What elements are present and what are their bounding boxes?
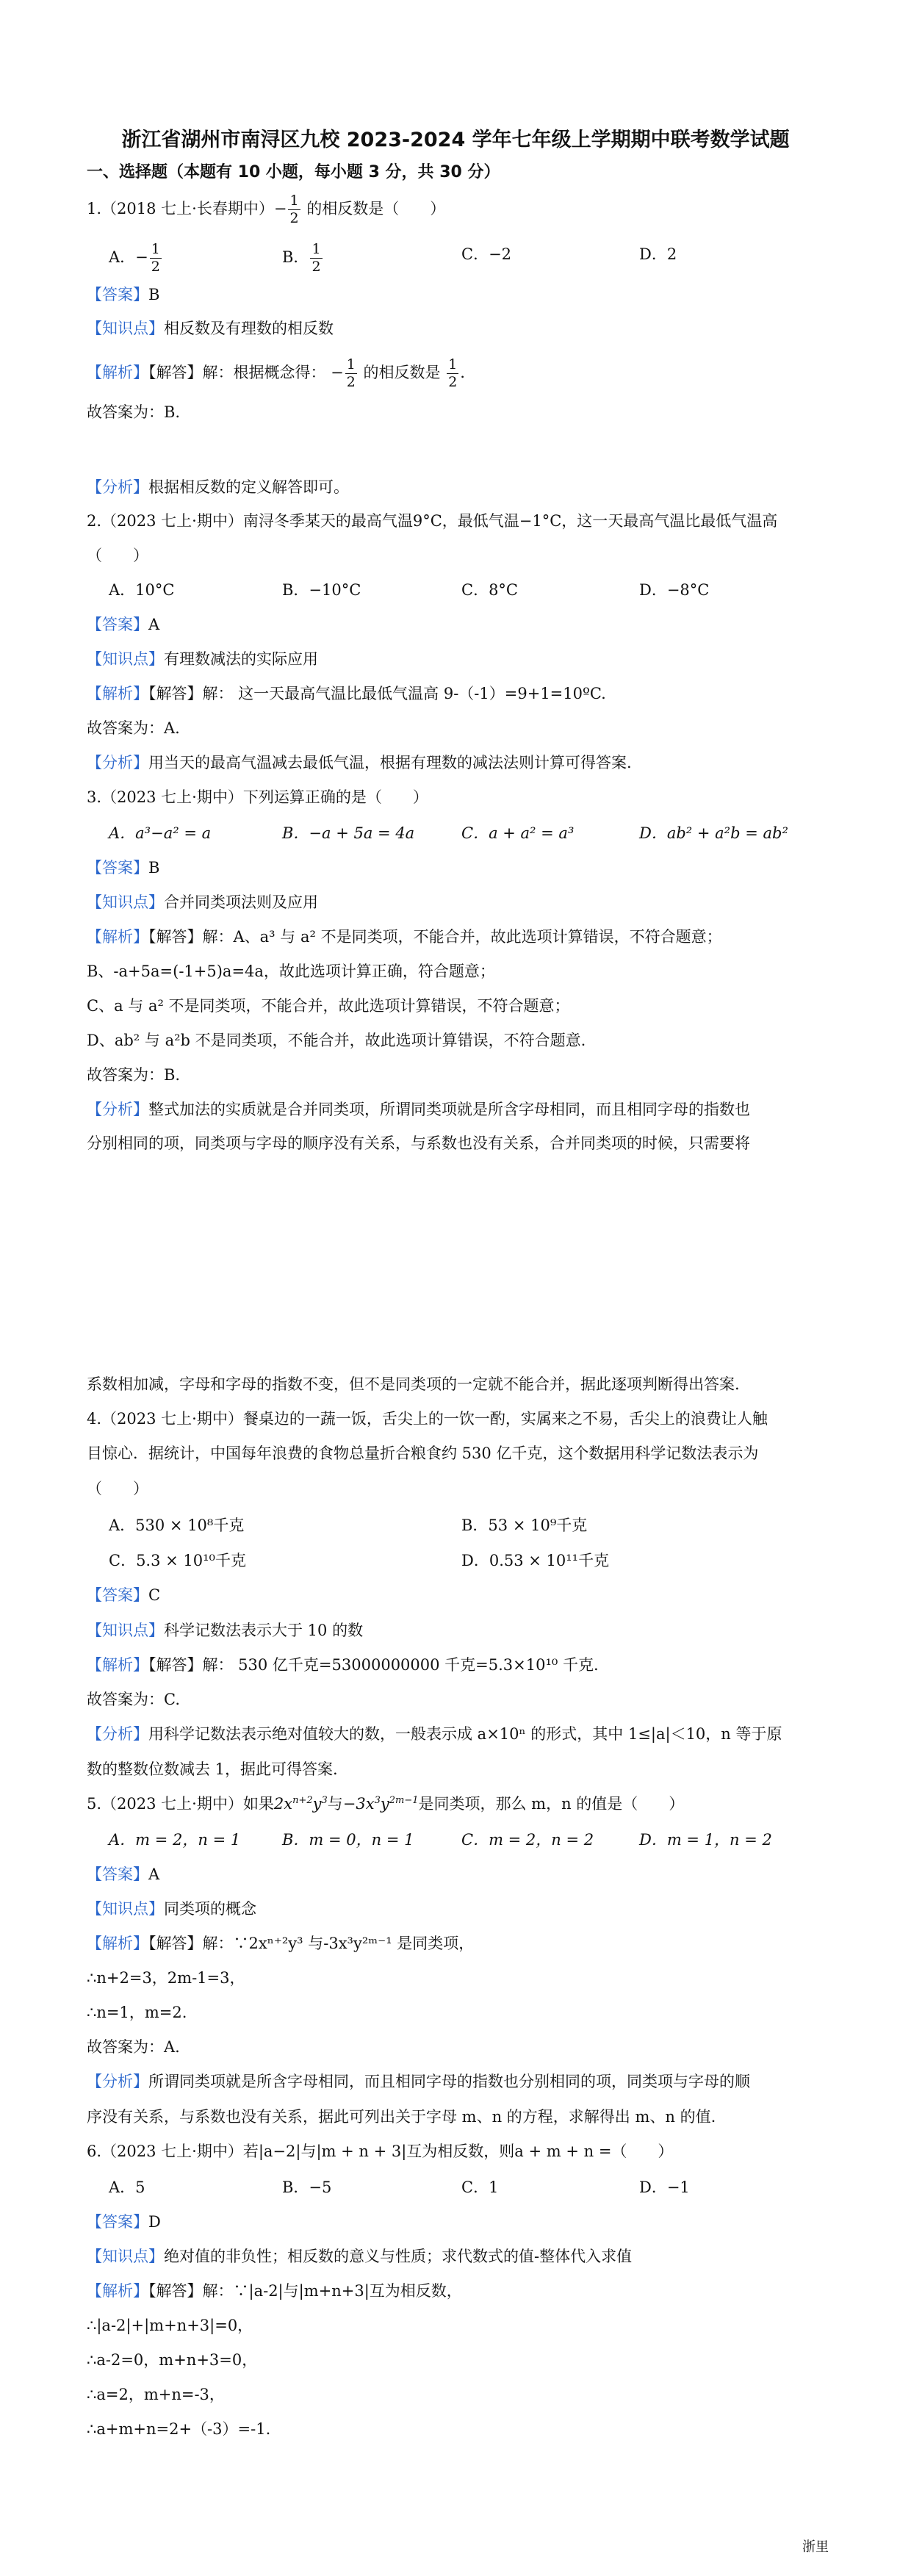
q5-step-1: ∴n+2=3，2m-1=3， bbox=[87, 1969, 245, 1987]
question-4-stem-2: 目惊心．据统计，中国每年浪费的食物总量折合粮食约 530 亿千克，这个数据用科学记数法表示为 bbox=[87, 1444, 759, 1462]
question-5-stem: 5.（2023 七上·期中）如果$2x^{n+2}y^3$与$-3x^3y^{2m-1}$是同类项，那么 m，n 的值是（ ） bbox=[87, 1795, 685, 1813]
question-4-stem-3: （ ） bbox=[87, 1480, 148, 1497]
q6-step-4: ∴a+m+n=2+（-3）=-1. bbox=[87, 2420, 271, 2438]
q4-answer: 【答案】C bbox=[87, 1586, 161, 1604]
question-3-stem: 3.（2023 七上·期中）下列运算正确的是（ ） bbox=[87, 788, 428, 806]
q5-step-2: ∴n=1，m=2. bbox=[87, 2004, 187, 2021]
q5-review-1: 【分析】所谓同类项就是所含字母相同，而且相同字母的指数也分别相同的项，同类项与字母的顺 bbox=[87, 2073, 750, 2090]
q2-conclusion: 故答案为：A. bbox=[87, 719, 180, 737]
q2-knowledge-point: 【知识点】有理数减法的实际应用 bbox=[87, 650, 318, 668]
q5-knowledge-point: 【知识点】同类项的概念 bbox=[87, 1900, 256, 1918]
q2-option-a: A．10°C bbox=[109, 581, 175, 599]
q1-conclusion: 故答案为：B. bbox=[87, 403, 181, 421]
q1-option-d: D．2 bbox=[639, 245, 677, 263]
q4-analysis: 【解析】【解答】解： 530 亿千克=53000000000 千克=5.3×10¹⁰ 千克. bbox=[87, 1656, 599, 1674]
q4-option-a: A．530 × 10⁸千克 bbox=[109, 1517, 245, 1534]
q6-step-1: ∴|a-2|+|m+n+3|=0， bbox=[87, 2317, 253, 2334]
q3-analysis-4: D、ab² 与 a²b 不是同类项，不能合并，故此选项计算错误，不符合题意. bbox=[87, 1032, 586, 1049]
q5-option-a: A．m = 2，n = 1 bbox=[109, 1831, 241, 1849]
q3-analysis-1: 【解析】【解答】解：A、a³ 与 a² 不是同类项，不能合并，故此选项计算错误，不符合题意； bbox=[87, 928, 722, 946]
section-heading: 一、选择题（本题有 10 小题，每小题 3 分，共 30 分） bbox=[87, 163, 500, 181]
q6-knowledge-point: 【知识点】绝对值的非负性；相反数的意义与性质；求代数式的值-整体代入求值 bbox=[87, 2248, 633, 2265]
q2-review: 【分析】用当天的最高气温减去最低气温，根据有理数的减法法则计算可得答案. bbox=[87, 754, 632, 771]
q4-conclusion: 故答案为：C. bbox=[87, 1691, 180, 1708]
q2-option-b: B．−10°C bbox=[282, 581, 361, 599]
q6-answer: 【答案】D bbox=[87, 2213, 161, 2231]
q4-review-2: 数的整数位数减去 1，据此可得答案. bbox=[87, 1760, 338, 1778]
q5-conclusion: 故答案为：A. bbox=[87, 2038, 180, 2056]
q6-option-a: A．5 bbox=[109, 2179, 145, 2196]
q3-analysis-3: C、a 与 a² 不是同类项，不能合并，故此选项计算错误，不符合题意； bbox=[87, 997, 570, 1015]
question-2-stem-cont: （ ） bbox=[87, 547, 148, 564]
q5-review-2: 序没有关系，与系数也没有关系，据此可列出关于字母 m、n 的方程，求解得出 m、n 的值. bbox=[87, 2108, 716, 2126]
q6-option-d: D．−1 bbox=[639, 2179, 690, 2196]
q6-analysis: 【解析】【解答】解：∵|a-2|与|m+n+3|互为相反数， bbox=[87, 2282, 462, 2300]
q4-option-d: D．0.53 × 10¹¹千克 bbox=[461, 1552, 610, 1569]
q1-answer: 【答案】B bbox=[87, 286, 160, 303]
q1-option-c: C．−2 bbox=[461, 245, 512, 263]
question-6-stem: 6.（2023 七上·期中）若|a−2|与|m + n + 3|互为相反数，则a + m + n =（ ） bbox=[87, 2143, 674, 2160]
q4-review-1: 【分析】用科学记数法表示绝对值较大的数，一般表示成 a×10ⁿ 的形式，其中 1≤|a|＜10，n 等于原 bbox=[87, 1725, 782, 1743]
q1-knowledge-point: 【知识点】相反数及有理数的相反数 bbox=[87, 320, 334, 337]
q3-knowledge-point: 【知识点】合并同类项法则及应用 bbox=[87, 893, 318, 911]
q5-answer: 【答案】A bbox=[87, 1866, 160, 1883]
q1-analysis: 【解析】【解答】解：根据概念得： − $\frac{1}{2}$ 的相反数是 $\frac{1}{2}$ ． bbox=[87, 356, 476, 390]
q3-analysis-2: B、-a+5a=(-1+5)a=4a，故此选项计算正确，符合题意； bbox=[87, 963, 495, 980]
question-1-stem: 1.（2018 七上·长春期中）− $\frac{1}{2}$ 的相反数是（ ） bbox=[87, 193, 446, 226]
q3-review-2: 分别相同的项，同类项与字母的顺序没有关系，与系数也没有关系，合并同类项的时候，只需要将 bbox=[87, 1134, 750, 1152]
page-title: 浙江省湖州市南浔区九校 2023-2024 学年七年级上学期期中联考数学试题 bbox=[121, 129, 790, 151]
q2-answer: 【答案】A bbox=[87, 616, 160, 633]
q5-option-c: C．m = 2，n = 2 bbox=[461, 1831, 594, 1849]
q3-answer: 【答案】B bbox=[87, 859, 160, 877]
q4-option-b: B．53 × 10⁹千克 bbox=[461, 1517, 588, 1534]
q6-option-c: C．1 bbox=[461, 2179, 499, 2196]
q3-option-c: C．a + a² = a³ bbox=[461, 824, 575, 842]
q3-review-3: 系数相加减，字母和字母的指数不变，但不是同类项的一定就不能合并，据此逐项判断得出答案. bbox=[87, 1375, 740, 1393]
question-4-stem-1: 4.（2023 七上·期中）餐桌边的一蔬一饭，舌尖上的一饮一酌，实属来之不易，舌尖上的浪费让人触 bbox=[87, 1410, 768, 1428]
fraction: $\frac{1}{2}$ bbox=[289, 193, 299, 226]
q5-option-b: B．m = 0，n = 1 bbox=[282, 1831, 414, 1849]
page-footer: 浙里 bbox=[802, 2539, 829, 2555]
q1-option-b: B． $\frac{1}{2}$ bbox=[282, 241, 321, 275]
q6-step-2: ∴a-2=0，m+n+3=0， bbox=[87, 2351, 258, 2369]
q3-option-d: D．ab² + a²b = ab² bbox=[639, 824, 788, 842]
q3-option-b: B．−a + 5a = 4a bbox=[282, 824, 415, 842]
question-2-stem: 2.（2023 七上·期中）南浔冬季某天的最高气温9°C，最低气温−1°C，这一天最高气温比最低气温高 bbox=[87, 512, 778, 530]
q4-knowledge-point: 【知识点】科学记数法表示大于 10 的数 bbox=[87, 1622, 364, 1639]
q5-analysis: 【解析】【解答】解：∵2xⁿ⁺²y³ 与-3x³y²ᵐ⁻¹ 是同类项， bbox=[87, 1935, 475, 1952]
q6-option-b: B．−5 bbox=[282, 2179, 332, 2196]
q3-review-1: 【分析】整式加法的实质就是合并同类项，所谓同类项就是所含字母相同，而且相同字母的指数也 bbox=[87, 1101, 750, 1118]
q2-option-d: D．−8°C bbox=[639, 581, 710, 599]
q1-review: 【分析】根据相反数的定义解答即可。 bbox=[87, 478, 349, 496]
q4-option-c: C．5.3 × 10¹⁰千克 bbox=[109, 1552, 246, 1569]
q5-option-d: D．m = 1，n = 2 bbox=[639, 1831, 772, 1849]
q3-conclusion: 故答案为：B. bbox=[87, 1066, 181, 1084]
q3-option-a: A．a³−a² = a bbox=[109, 824, 212, 842]
q1-option-a: A．− $\frac{1}{2}$ bbox=[109, 241, 160, 275]
q2-option-c: C．8°C bbox=[461, 581, 518, 599]
q6-step-3: ∴a=2，m+n=-3， bbox=[87, 2386, 225, 2403]
q2-analysis: 【解析】【解答】解： 这一天最高气温比最低气温高 9-（-1）=9+1=10ºC. bbox=[87, 685, 606, 702]
